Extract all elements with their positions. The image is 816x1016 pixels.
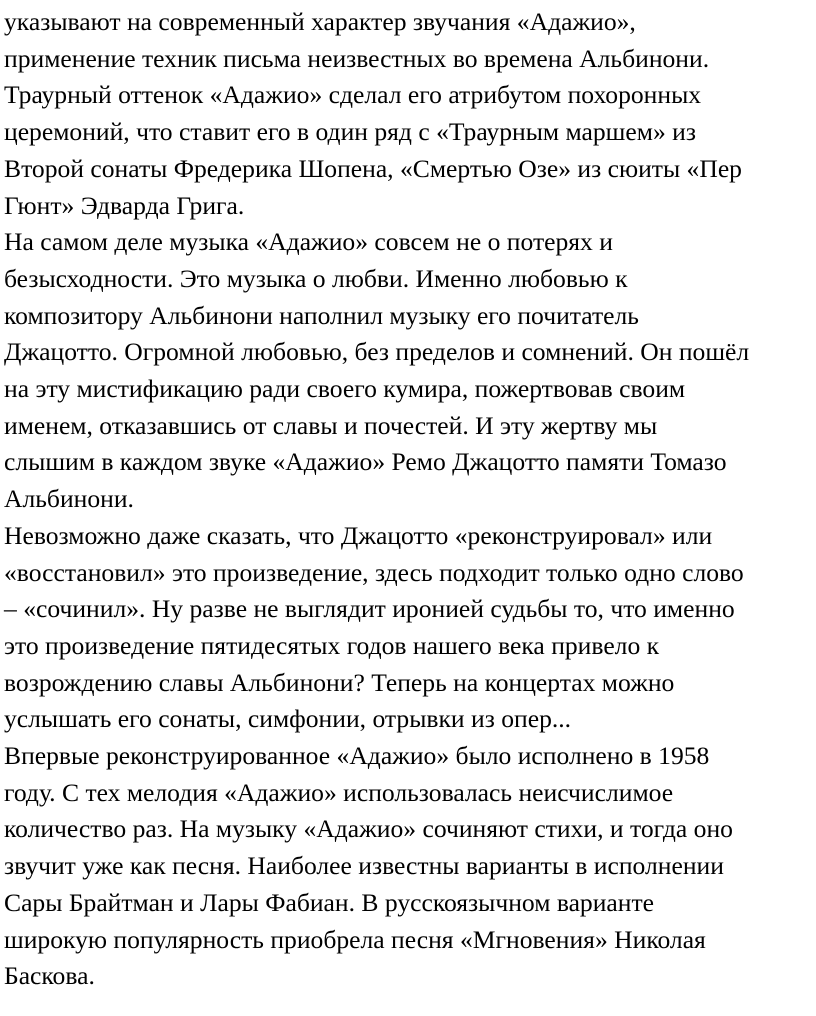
text-line: звучит уже как песня. Наиболее известны варианты в исполнении [4, 851, 724, 881]
text-line: указывают на современный характер звучания «Адажио», [4, 7, 636, 36]
text-line: композитору Альбинони наполнил музыку его почитатель [4, 300, 639, 330]
text-line: году. С тех мелодия «Адажио» использовалась неисчислимое [4, 777, 674, 807]
text-line: На самом деле музыка «Адажио» совсем не о потерях и [4, 227, 613, 257]
text-line: Траурный оттенок «Адажио» сделал его атрибутом похоронных [4, 80, 702, 110]
text-line: Невозможно даже сказать, что Джацотто «реконструировал» или [4, 520, 713, 550]
text-line: это произведение пятидесятых годов нашего века привело к [4, 630, 660, 660]
text-line: Впервые реконструированное «Адажио» было исполнено в 1958 [4, 741, 710, 771]
text-line: церемоний, что ставит его в один ряд с «Траурным маршем» из [4, 117, 696, 147]
text-line: возрождению славы Альбинони? Теперь на концертах можно [4, 667, 675, 697]
text-line: Гюнт» Эдварда Грига. [4, 190, 245, 220]
text-line: применение техник письма неизвестных во времена Альбинони. [4, 43, 710, 73]
text-line: «восстановил» это произведение, здесь подходит только одно слово [4, 557, 744, 587]
text-line: на эту мистификацию ради своего кумира, пожертвовав своим [4, 374, 686, 404]
text-line: именем, отказавшись от славы и почестей. И эту жертву мы [4, 410, 658, 440]
text-line: Сары Брайтман и Лары Фабиан. В русскоязычном варианте [4, 887, 655, 917]
text-line: безысходности. Это музыка о любви. Именно любовью к [4, 263, 628, 293]
text-line: Баскова. [4, 961, 95, 991]
text-line: Альбинони. [4, 484, 134, 514]
text-line: слышим в каждом звуке «Адажио» Ремо Джацотто памяти Томазо [4, 447, 727, 477]
text-line: Джацотто. Огромной любовью, без пределов и сомнений. Он пошёл [4, 337, 750, 367]
text-body [4, 4, 816, 995]
text-line: широкую популярность приобрела песня «Мгновения» Николая [4, 924, 706, 954]
text-line: услышать его сонаты, симфонии, отрывки из опер... [4, 704, 572, 734]
text-line: Второй сонаты Фредерика Шопена, «Смертью Озе» из сюиты «Пер [4, 153, 742, 183]
text-line: количество раз. На музыку «Адажио» сочиняют стихи, и тогда оно [4, 814, 733, 844]
text-line: – «сочинил». Ну разве не выглядит иронией судьбы то, что именно [4, 594, 735, 624]
